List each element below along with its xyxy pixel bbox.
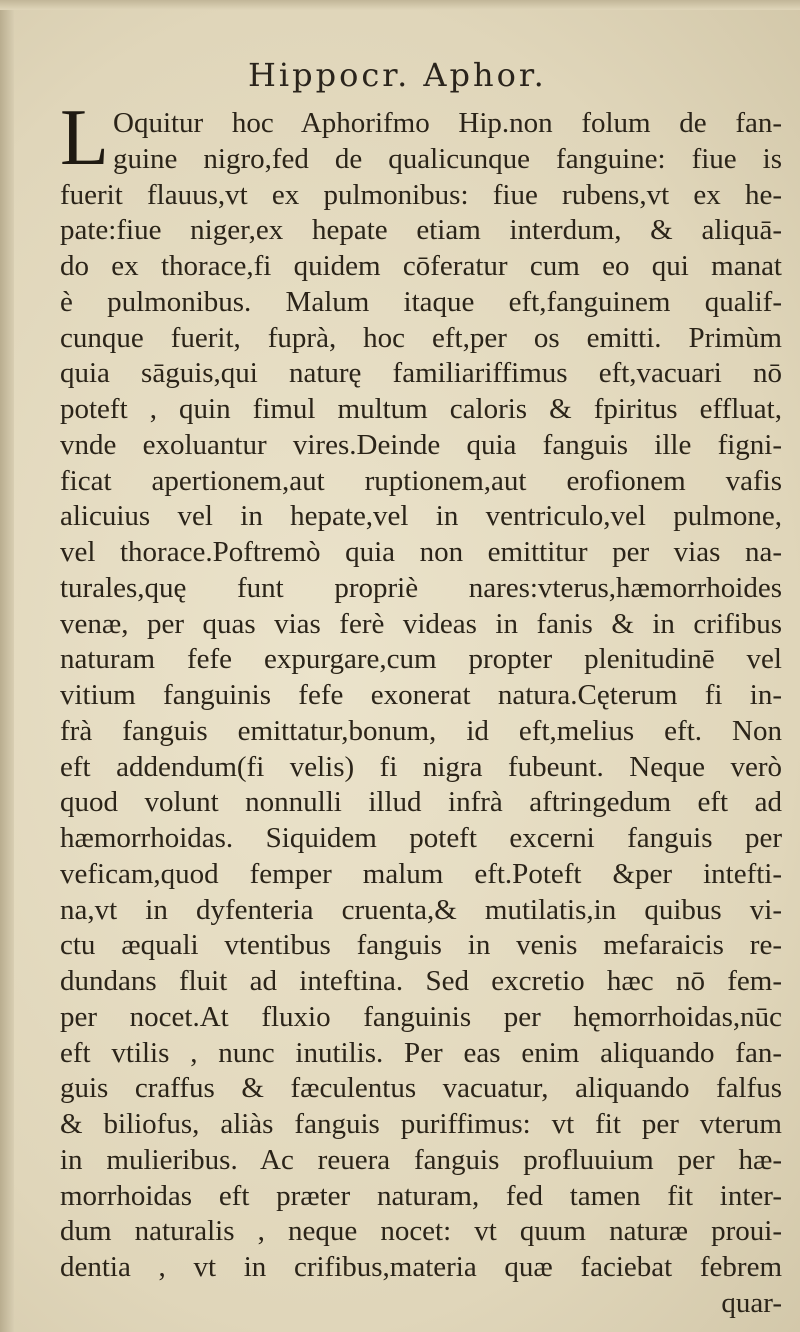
text-line: Oquitur hoc Aphorifmo Hip.non folum de fan- — [113, 107, 782, 139]
text-line: venæ, per quas vias ferè videas in fanis & in crifibus — [60, 607, 782, 640]
text-line: per nocet.At fluxio fanguinis per hęmorrhoidas,nūc — [60, 1000, 782, 1033]
page-edge-top — [0, 0, 800, 10]
running-head: Hippocr. Aphor. — [248, 56, 547, 94]
text-line: vitium fanguinis fefe exonerat natura.Cęterum fi in- — [60, 679, 782, 711]
text-line: veficam,quod femper malum eft.Poteft &per intefti- — [60, 857, 782, 890]
text-line: fuerit flauus,vt ex pulmonibus: fiue rubens,vt ex he- — [60, 178, 782, 211]
text-line: cunque fuerit, fuprà, hoc eft,per os emitti. Primùm — [60, 321, 782, 354]
text-line: pate:fiue niger,ex hepate etiam interdum, & aliquā- — [60, 214, 782, 247]
text-line: in mulieribus. Ac reuera fanguis profluuium per hæ- — [60, 1143, 782, 1176]
text-line: ctu æquali vtentibus fanguis in venis mefaraicis re- — [60, 929, 782, 962]
text-line: turales,quę funt propriè nares:vterus,hæmorrhoides — [60, 571, 782, 604]
text-line: na,vt in dyfenteria cruenta,& mutilatis,in quibus vi- — [60, 893, 782, 926]
text-line: vel thorace.Poftremò quia non emittitur per vias na- — [60, 536, 782, 568]
text-line: vnde exoluantur vires.Deinde quia fanguis ille figni- — [60, 428, 782, 461]
text-line: quia sāguis,qui naturę familiariffimus eft,vacuari nō — [60, 357, 782, 390]
text-line: ficat apertionem,aut ruptionem,aut erofionem vafis — [60, 464, 782, 497]
text-line: dum naturalis , neque nocet: vt quum naturæ proui- — [60, 1215, 782, 1248]
text-line: & biliofus, aliàs fanguis puriffimus: vt fit per vterum — [60, 1108, 782, 1140]
catchword: quar- — [721, 1286, 782, 1319]
page-edge-left — [0, 0, 14, 1332]
text-line: poteft , quin fimul multum caloris & fpiritus effluat, — [60, 393, 782, 425]
text-line: guine nigro,fed de qualicunque fanguine: fiue is — [113, 142, 782, 175]
text-line: frà fanguis emittatur,bonum, id eft,melius eft. Non — [60, 714, 782, 747]
text-line: eft vtilis , nunc inutilis. Per eas enim aliquando fan- — [60, 1036, 782, 1069]
text-line: dundans fluit ad inteftina. Sed excretio hæc nō fem- — [60, 965, 782, 997]
body-text — [60, 106, 782, 1322]
text-line: naturam fefe expurgare,cum propter plenitudinē vel — [60, 643, 782, 676]
text-line: morrhoidas eft præter naturam, fed tamen fit inter- — [60, 1179, 782, 1212]
text-line: hæmorrhoidas. Siquidem poteft excerni fanguis per — [60, 822, 782, 854]
text-line: eft addendum(fi velis) fi nigra fubeunt. Neque verò — [60, 750, 782, 783]
drop-cap: L — [60, 104, 109, 172]
text-line: alicuius vel in hepate,vel in ventriculo,vel pulmone, — [60, 500, 782, 533]
text-line: do ex thorace,fi quidem cōferatur cum eo qui manat — [60, 250, 782, 282]
text-line: guis craffus & fæculentus vacuatur, aliquando falfus — [60, 1072, 782, 1105]
text-line: quod volunt nonnulli illud infrà aftringedum eft ad — [60, 786, 782, 819]
text-line: è pulmonibus. Malum itaque eft,fanguinem qualif- — [60, 285, 782, 318]
text-line: dentia , vt in crifibus,materia quæ faciebat febrem — [60, 1251, 782, 1283]
